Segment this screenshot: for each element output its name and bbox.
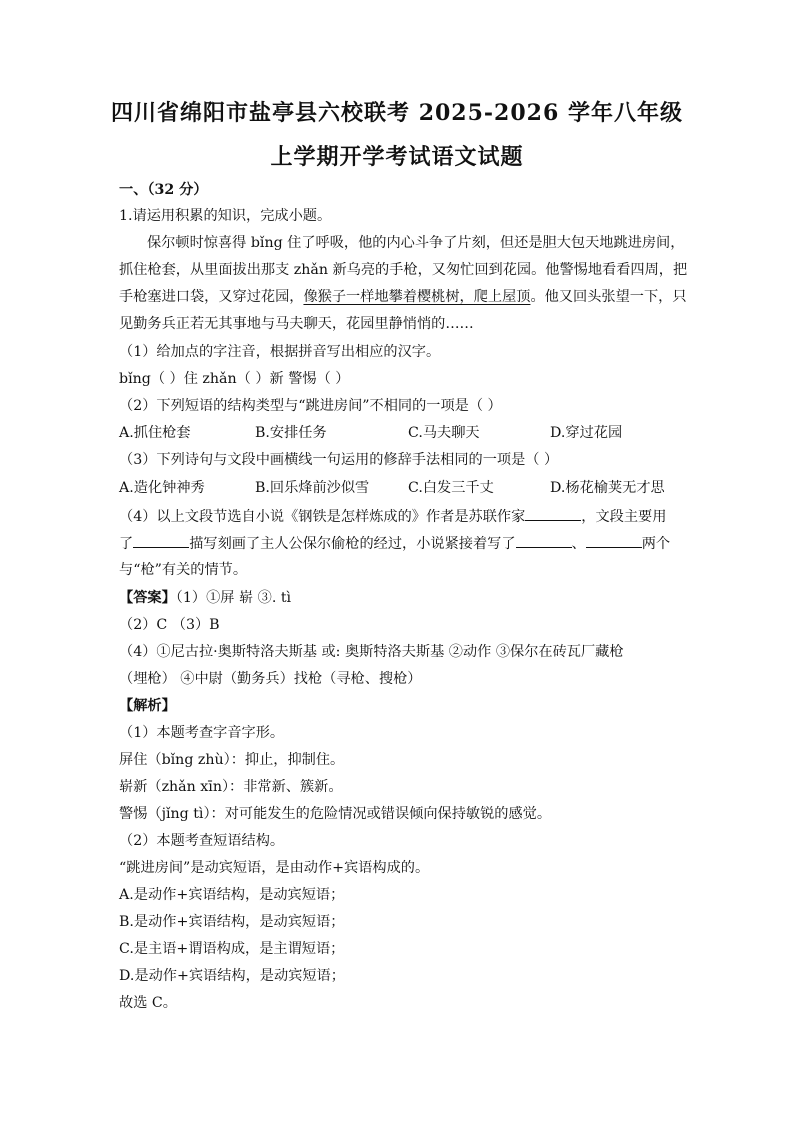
q3-option-a: A.造化钟神秀: [119, 480, 205, 496]
q3-option-d: D.杨花榆荚无才思: [550, 480, 665, 496]
question-stem: 1.请运用积累的知识，完成小题。: [119, 208, 332, 224]
section-heading: 一、（32 分）: [119, 182, 208, 198]
q2-option-b: B.安排任务: [255, 425, 327, 441]
q4-line2-start: 了: [119, 536, 134, 552]
analysis-line: 崭新（zhǎn xīn）：非常新、簇新。: [119, 779, 343, 795]
fill-blank-2: [133, 533, 189, 548]
q2-option-c: C.马夫聊天: [408, 425, 480, 441]
fill-blank-4: [586, 533, 642, 548]
analysis-line: D.是动作+宾语结构，是动宾短语；: [119, 968, 345, 984]
q3-option-b: B.回乐烽前沙似雪: [255, 480, 370, 496]
analysis-line: B.是动作+宾语结构，是动宾短语；: [119, 914, 345, 930]
q4-line1-text: （4）以上文段节选自小说《钢铁是怎样炼成的》作者是苏联作家: [119, 509, 526, 525]
passage-line-4: 见勤务兵正若无其事地与马夫聊天，花园里静悄悄的……: [119, 316, 474, 332]
passage-line-2: 抓住枪套，从里面拔出那支 zhǎn 新乌亮的手枪，又匆忙回到花园。他警惕地看看四周，把: [119, 262, 688, 278]
analysis-line: 屏住（bǐng zhù）：抑止，抑制住。: [119, 752, 345, 768]
answer-label: 【答案】: [119, 590, 176, 606]
subquestion-4-line-3: 与“枪”有关的情节。: [119, 562, 248, 578]
analysis-line: C.是主语+谓语构成，是主谓短语；: [119, 941, 345, 957]
subquestion-1-blanks: bǐng（ ）住 zhǎn（ ）新 警惕（ ）: [119, 371, 350, 387]
subquestion-4-line-2: [119, 533, 670, 554]
analysis-line: 故选 C。: [119, 995, 177, 1011]
doc-title-line1: 四川省绵阳市盐亭县六校联考 2025-2026 学年八年级: [111, 100, 683, 126]
fill-blank-1: [525, 506, 581, 521]
answer-line-4: （埋枪） ④中尉（勤务兵）找枪（寻枪、搜枪）: [119, 671, 422, 687]
subquestion-2: （2）下列短语的结构类型与“跳进房间”不相同的一项是（ ）: [119, 398, 502, 414]
fill-blank-3: [516, 533, 572, 548]
subquestion-4-line-1: [119, 506, 666, 527]
q4-line2-mid: 描写刻画了主人公保尔偷枪的经过，小说紧接着写了: [189, 536, 516, 552]
answer-line-1: [119, 588, 291, 608]
answer-line-3: （4）①尼古拉·奥斯特洛夫斯基 或: 奥斯特洛夫斯基 ②动作 ③保尔在砖瓦厂藏枪: [119, 644, 624, 660]
q2-option-d: D.穿过花园: [550, 425, 623, 441]
answer-1: （1）①屏 崭 ③. tì: [175, 590, 292, 606]
q3-option-c: C.白发三千丈: [408, 480, 494, 496]
passage-line-3: [119, 287, 687, 307]
analysis-line: （1）本题考查字音字形。: [119, 725, 285, 741]
analysis-line: A.是动作+宾语结构，是动宾短语；: [119, 887, 345, 903]
answer-line-2: （2）C （3）B: [119, 617, 220, 633]
q4-line1-end: ，文段主要用: [581, 509, 667, 525]
q4-line2-sep: 、: [571, 536, 586, 552]
analysis-line: （2）本题考查短语结构。: [119, 833, 285, 849]
passage-line-1: 保尔顿时惊喜得 bǐng 住了呼吸，他的内心斗争了片刻，但还是胆大包天地跳进房间，: [147, 235, 685, 251]
doc-title-line2: 上学期开学考试语文试题: [270, 144, 524, 170]
analysis-line: “跳进房间”是动宾短语，是由动作+宾语构成的。: [119, 860, 430, 876]
passage-line-3-end: 。他又回头张望一下，只: [530, 289, 687, 305]
q4-line2-end: 两个: [641, 536, 671, 552]
analysis-label: 【解析】: [119, 698, 176, 714]
q2-option-a: A.抓住枪套: [119, 425, 191, 441]
underlined-sentence: 像猴子一样地攀着樱桃树，爬上屋顶: [303, 289, 531, 305]
passage-line-3-start: 手枪塞进口袋，又穿过花园，: [119, 289, 304, 305]
subquestion-3: （3）下列诗句与文段中画横线一句运用的修辞手法相同的一项是（ ）: [119, 452, 559, 468]
subquestion-1: （1）给加点的字注音，根据拼音写出相应的汉字。: [119, 344, 441, 360]
analysis-line: 警惕（jǐng tì）：对可能发生的危险情况或错误倾向保持敏锐的感觉。: [119, 806, 552, 822]
